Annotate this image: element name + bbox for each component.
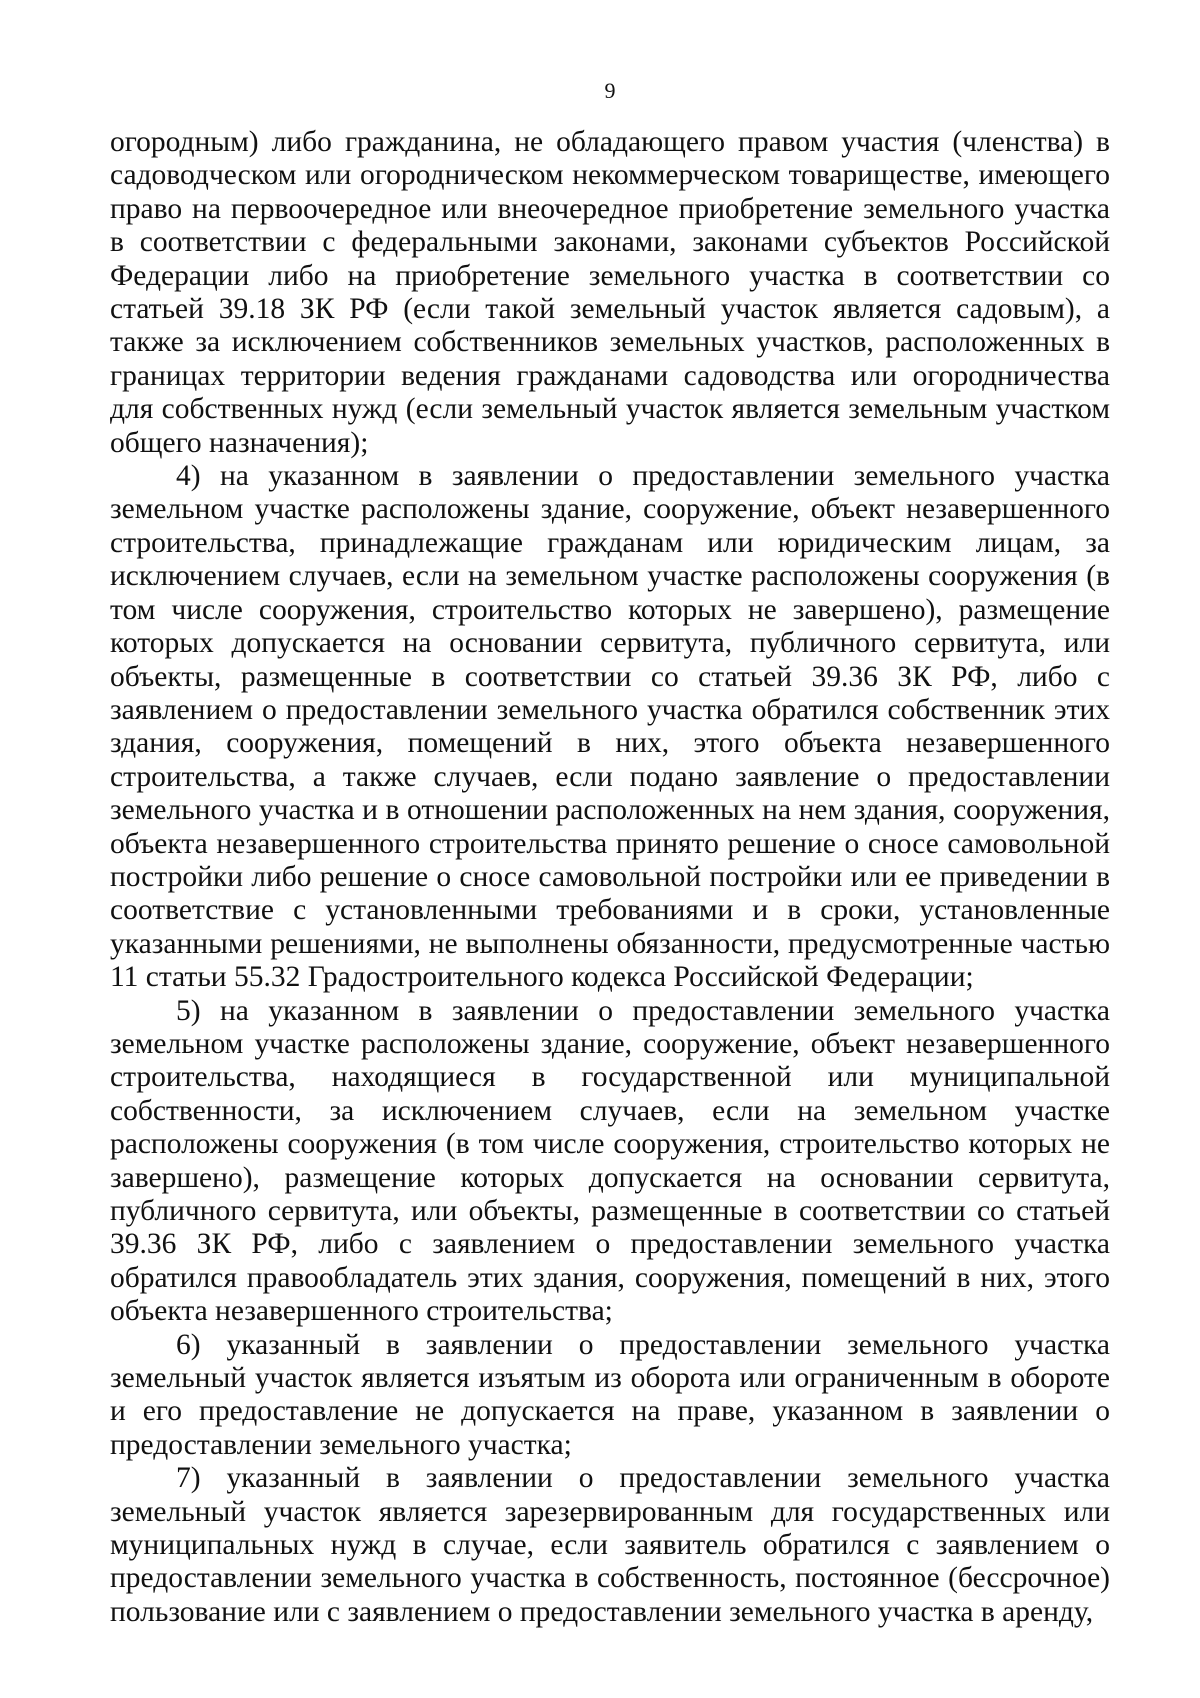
document-body (110, 126, 1110, 1629)
page-number: 9 (604, 78, 616, 103)
paragraph-item-6: 6) указанный в заявлении о предоставлении земельного участка земельный участок является изъятым из оборота или ограниченным в обороте и его предоставление не допускается на праве, указанном в заявлении о предоставлении земельного участка; (110, 1328, 1110, 1461)
paragraph-item-5: 5) на указанном в заявлении о предоставлении земельного участка земельном участке расположены здание, сооружение, объект незавершенного строительства, находящиеся в государственной или муниципальной собственности, за исключением случаев, если на земельном участке расположены сооружения (в том числе сооружения, строительство которых не завершено), размещение которых допускается на основании сервитута, публичного сервитута, или объекты, размещенные в соответствии со статьей 39.36 ЗК РФ, либо с заявлением о предоставлении земельного участка обратился правообладатель этих здания, сооружения, помещений в них, этого объекта незавершенного строительства; (110, 994, 1110, 1328)
paragraph-continuation: огородным) либо гражданина, не обладающего правом участия (членства) в садоводческом или огородническом некоммерческом товариществе, имеющего право на первоочередное или внеочередное приобретение земельного участка в соответствии с федеральными законами, законами субъектов Российской Федерации либо на приобретение земельного участка в соответствии со статьей 39.18 ЗК РФ (если такой земельный участок является садовым), а также за исключением собственников земельных участков, расположенных в границах территории ведения гражданами садоводства или огородничества для собственных нужд (если земельный участок является земельным участком общего назначения); (110, 126, 1110, 459)
paragraph-item-4: 4) на указанном в заявлении о предоставлении земельного участка земельном участке расположены здание, сооружение, объект незавершенного строительства, принадлежащие гражданам или юридическим лицам, за исключением случаев, если на земельном участке расположены сооружения (в том числе сооружения, строительство которых не завершено), размещение которых допускается на основании сервитута, публичного сервитута, или объекты, размещенные в соответствии со статьей 39.36 ЗК РФ, либо с заявлением о предоставлении земельного участка обратился собственник этих здания, сооружения, помещений в них, этого объекта незавершенного строительства, а также случаев, если подано заявление о предоставлении земельного участка и в отношении расположенных на нем здания, сооружения, объекта незавершенного строительства принято решение о сносе самовольной постройки либо решение о сносе самовольной постройки или ее приведении в соответствие с установленными требованиями и в сроки, установленные указанными решениями, не выполнены обязанности, предусмотренные частью 11 статьи 55.32 Градостроительного кодекса Российской Федерации; (110, 460, 1110, 994)
paragraph-item-7: 7) указанный в заявлении о предоставлении земельного участка земельный участок является зарезервированным для государственных или муниципальных нужд в случае, если заявитель обратился с заявлением о предоставлении земельного участка в собственность, постоянное (бессрочное) пользование или с заявлением о предоставлении земельного участка в аренду, (110, 1462, 1110, 1628)
